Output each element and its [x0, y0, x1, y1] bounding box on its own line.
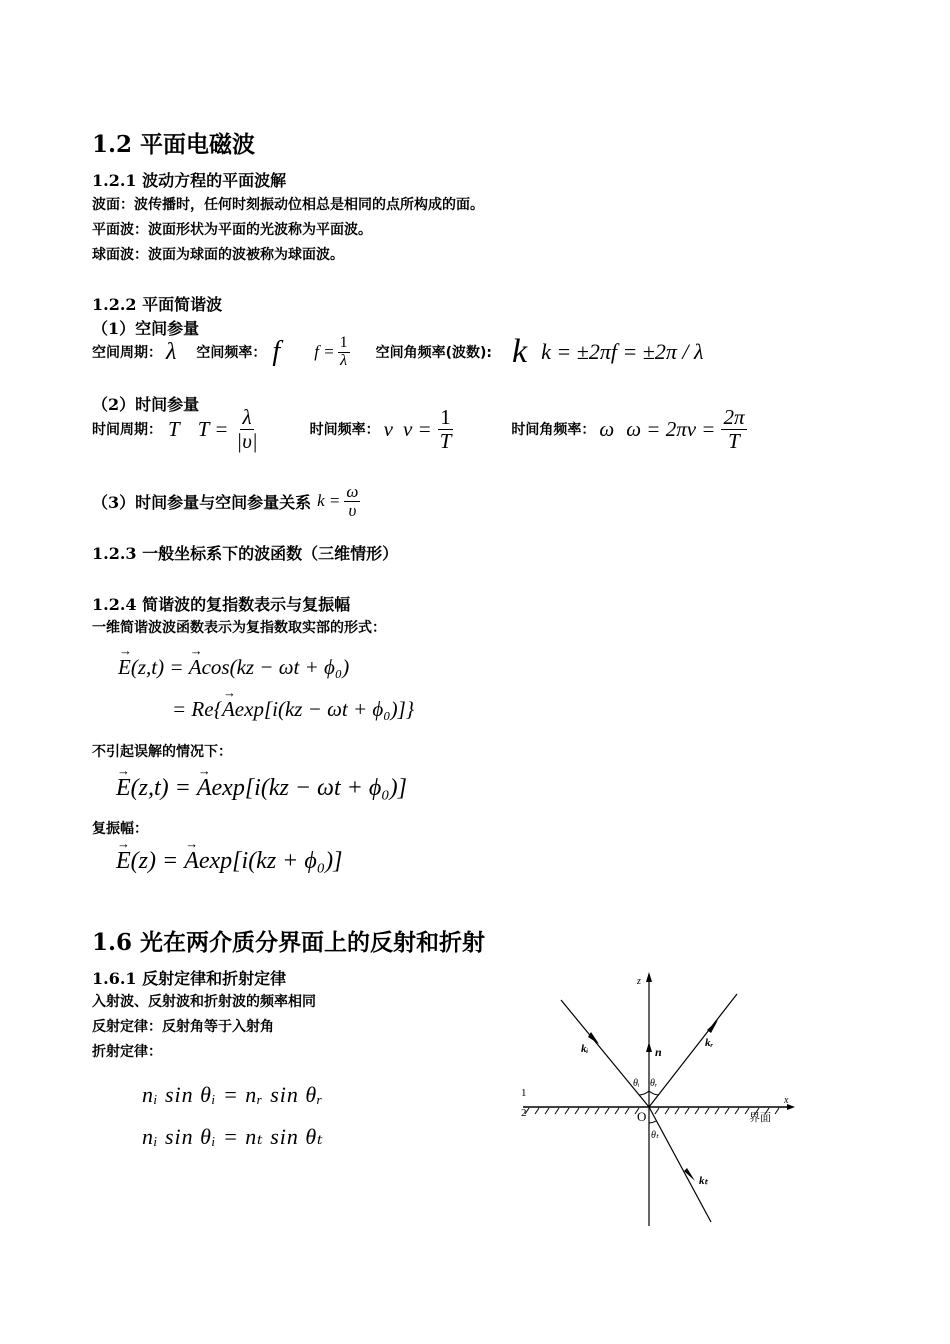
reflected-ray	[649, 994, 737, 1107]
temporal-angular-frequency-label: 时间角频率：	[511, 422, 596, 438]
temporal-period-symbol: T	[168, 416, 180, 441]
reflected-ray-arrow	[707, 1020, 718, 1033]
vector-E: → E	[116, 775, 131, 802]
spatial-period-symbol: λ	[166, 338, 177, 365]
wave-function-real-part-equation: = Re{→ Aexp[i(kz − ωt + ϕ₀)]}	[172, 697, 414, 722]
temporal-period-fraction: $\frac{\lambda}{|\upsilon|}$	[236, 405, 258, 453]
refraction-law-equation: nᵢ sin θᵢ = nₜ sin θₜ	[142, 1124, 324, 1149]
spatial-frequency-label: 空间频率：	[196, 345, 267, 361]
temporal-angular-frequency-eq-lhs: ω = 2πν =	[626, 416, 716, 441]
complex-amplitude-label: 复振幅：	[92, 821, 148, 837]
vector-A: → A	[197, 775, 212, 802]
relation-fraction: $\frac{\omega}{\upsilon}$	[346, 481, 359, 520]
vector-A: → A	[189, 655, 202, 680]
normal-label: n	[655, 1045, 662, 1059]
reflection-angle-label: θᵣ	[650, 1078, 658, 1089]
definition-wavefront: 波面：波传播时，任何时刻振动位相总是相同的点所构成的面。	[92, 197, 484, 213]
spatial-frequency-fraction: $\frac{1}{\lambda}$	[339, 333, 348, 369]
relation-row	[92, 476, 360, 526]
vector-E: → E	[118, 655, 131, 680]
relation-eq-lhs: k =	[317, 491, 341, 510]
x-axis-label: x	[784, 1095, 789, 1106]
vector-A: → A	[222, 697, 235, 722]
origin-label: O	[637, 1109, 647, 1124]
complex-amplitude-equation: → E(z) = → Aexp[i(kz + ϕ₀)]	[116, 848, 342, 875]
spatial-frequency-eq-lhs: f =	[314, 342, 335, 361]
subsection-title-1-2-3: 1.2.3 一般坐标系下的波函数（三维情形）	[92, 544, 399, 563]
incident-ray	[561, 1000, 649, 1107]
temporal-angular-frequency-symbol: ω	[599, 416, 615, 441]
wavenumber-equation: k = ±2πf = ±2π / λ	[541, 339, 704, 364]
reflection-refraction-diagram	[515, 960, 805, 1230]
spatial-frequency-symbol: f	[272, 336, 281, 367]
temporal-frequency-symbol: ν	[383, 416, 393, 441]
heading-spatial-parameters: （1）空间参量	[92, 319, 200, 338]
refraction-angle-label: θₜ	[651, 1130, 659, 1141]
incidence-angle-label: θᵢ	[633, 1078, 640, 1089]
complex-form-intro: 一维简谐波波函数表示为复指数取实部的形式：	[92, 620, 386, 636]
spatial-angular-frequency-label: 空间角频率(波数):	[375, 345, 493, 361]
temporal-angular-frequency-fraction: $\frac{2\pi}{T}$	[723, 405, 745, 453]
reflected-wavevector-label: kᵣ	[705, 1037, 713, 1049]
refraction-angle-arc	[649, 1121, 656, 1123]
heading-relation: （3）时间参量与空间参量关系	[92, 492, 312, 512]
medium-1-label: 1	[521, 1087, 527, 1099]
temporal-period-label: 时间周期：	[92, 422, 162, 438]
incident-wavevector-label: kᵢ	[581, 1043, 589, 1055]
normal-arrow	[646, 1042, 652, 1052]
refraction-law-label: 折射定律：	[92, 1044, 162, 1060]
temporal-frequency-label: 时间频率：	[309, 422, 380, 438]
subsection-title-1-6-1: 1.6.1 反射定律和折射定律	[92, 969, 287, 988]
subsection-title-1-2-4: 1.2.4 简谐波的复指数表示与复振幅	[92, 595, 351, 614]
section-title-1-6: 1.6 光在两介质分界面上的反射和折射	[92, 929, 486, 956]
vector-A: → A	[184, 848, 199, 875]
temporal-frequency-eq-lhs: ν =	[402, 416, 432, 441]
subsection-title-1-2-2: 1.2.2 平面简谐波	[92, 295, 223, 314]
section-title-1-2: 1.2 平面电磁波	[92, 131, 256, 158]
spatial-parameters-row	[92, 334, 704, 370]
incidence-angle-arc	[639, 1091, 649, 1095]
complex-wave-equation: → E(z,t) = → Aexp[i(kz − ωt + ϕ₀)]	[116, 775, 407, 802]
vector-E: → E	[116, 848, 131, 875]
incident-ray-arrow	[588, 1032, 599, 1044]
medium-2-label: 2	[521, 1107, 527, 1119]
frequency-statement: 入射波、反射波和折射波的频率相同	[92, 994, 316, 1010]
definition-plane-wave: 平面波：波面形状为平面的光波称为平面波。	[92, 222, 372, 238]
z-axis-label: z	[637, 976, 641, 987]
interface-label: 界面	[749, 1111, 771, 1124]
z-axis-arrow	[646, 972, 652, 982]
definition-spherical-wave: 球面波：波面为球面的波被称为球面波。	[92, 247, 344, 263]
reflection-angle-arc	[649, 1091, 659, 1095]
temporal-period-eq-lhs: T =	[197, 416, 229, 441]
spatial-period-label: 空间周期：	[92, 345, 162, 361]
refracted-ray	[649, 1107, 711, 1222]
temporal-parameters-row	[92, 398, 747, 460]
subsection-title-1-2-1: 1.2.1 波动方程的平面波解	[92, 171, 287, 190]
reflection-law-equation: nᵢ sin θᵢ = nᵣ sin θᵣ	[142, 1082, 324, 1107]
temporal-frequency-fraction: $\frac{1}{T}$	[439, 405, 452, 453]
refracted-wavevector-label: kₜ	[699, 1175, 708, 1187]
heading-temporal-parameters: （2）时间参量	[92, 395, 200, 414]
reflection-law-statement: 反射定律：反射角等于入射角	[92, 1019, 274, 1035]
wavenumber-symbol: k	[512, 333, 528, 370]
complex-form-note: 不引起误解的情况下：	[92, 744, 232, 760]
wave-function-equation: → E(z,t) = → Acos(kz − ωt + ϕ₀)	[118, 655, 349, 680]
